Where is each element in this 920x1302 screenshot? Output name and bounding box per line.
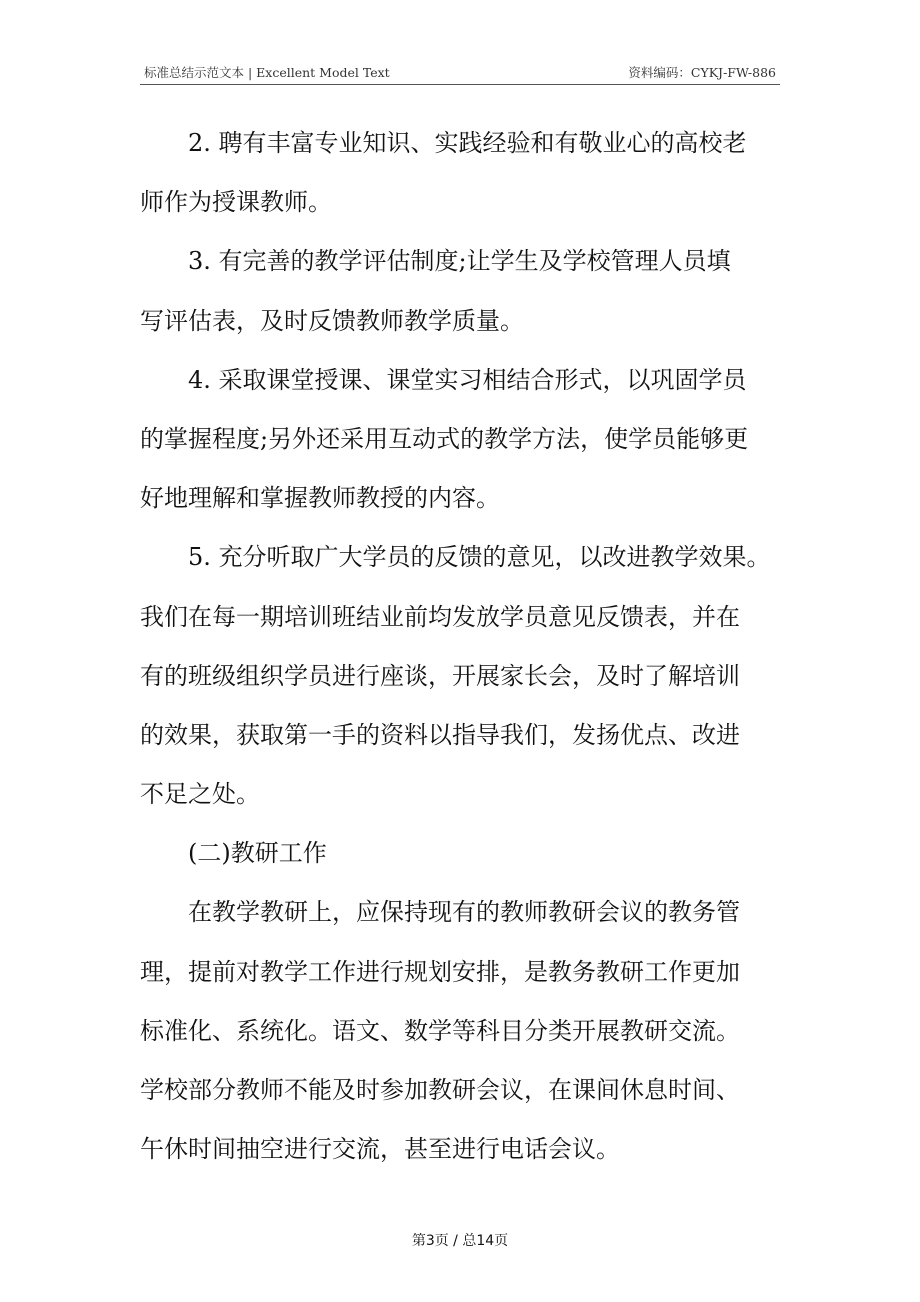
body-line: 的效果，获取第一手的资料以指导我们，发扬优点、改进	[140, 720, 740, 749]
body-line: 2. 聘有丰富专业知识、实践经验和有敬业心的高校老	[188, 129, 747, 157]
body-line: 4. 采取课堂授课、课堂实习相结合形式，以巩固学员	[188, 365, 747, 394]
body-line: 我们在每一期培训班结业前均发放学员意见反馈表，并在	[140, 602, 740, 631]
body-line: 写评估表，及时反馈教师教学质量。	[140, 306, 524, 335]
page-header	[140, 60, 780, 85]
header-title: 标准总结示范文本 | Excellent Model Text	[144, 65, 390, 80]
section-heading: (二)教研工作	[188, 839, 327, 868]
body-line: 不足之处。	[140, 780, 260, 809]
body-line: 有的班级组织学员进行座谈，开展家长会，及时了解培训	[140, 661, 740, 690]
body-line: 3. 有完善的教学评估制度;让学生及学校管理人员填	[188, 247, 731, 276]
page-number: 第3页 / 总14页	[411, 1233, 509, 1249]
body-line: 午休时间抽空进行交流，甚至进行电话会议。	[140, 1135, 620, 1164]
header-doc-code: 资料编码：CYKJ-FW-886	[628, 65, 776, 80]
body-line: 理，提前对教学工作进行规划安排，是教务教研工作更加	[140, 957, 740, 986]
body-line: 学校部分教师不能及时参加教研会议，在课间休息时间、	[140, 1076, 740, 1104]
body-line: 好地理解和掌握教师教授的内容。	[140, 484, 500, 513]
body-line: 标准化、系统化。语文、数学等科目分类开展教研交流。	[140, 1016, 740, 1045]
body-line: 师作为授课教师。	[140, 188, 332, 217]
body-line: 在教学教研上，应保持现有的教师教研会议的教务管	[188, 898, 740, 927]
document-body	[140, 114, 788, 1179]
page-footer	[0, 1230, 920, 1250]
body-line: 的掌握程度;另外还采用互动式的教学方法，使学员能够更	[140, 424, 749, 453]
body-line: 5. 充分听取广大学员的反馈的意见，以改进教学效果。	[188, 543, 771, 572]
